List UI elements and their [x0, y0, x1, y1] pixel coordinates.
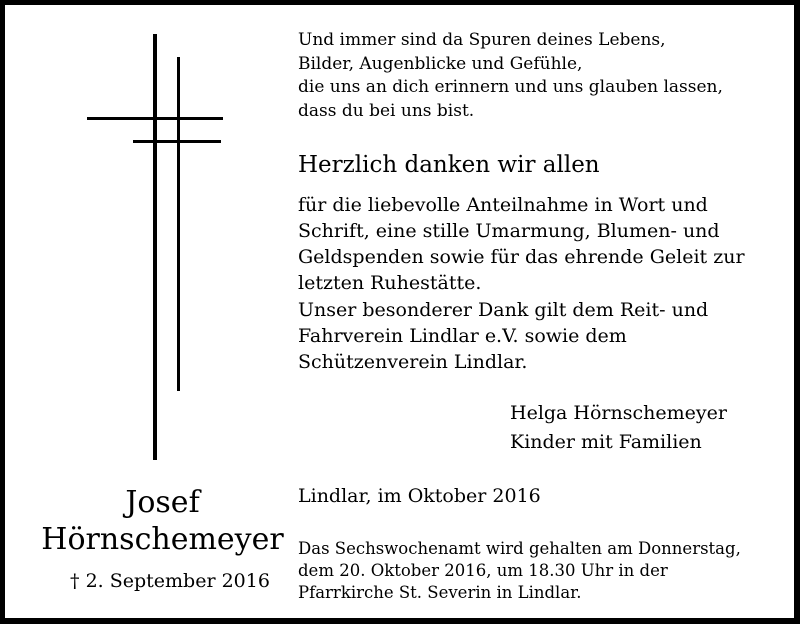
cross-horizontal-bar-secondary [133, 140, 221, 143]
thanks-heading: Herzlich danken wir allen [298, 152, 600, 178]
cross-horizontal-bar [87, 117, 223, 120]
cross-vertical-bar-secondary [177, 57, 180, 391]
deceased-first-name: Josef [125, 485, 200, 520]
death-date: † 2. September 2016 [70, 570, 270, 592]
cross-vertical-bar [153, 34, 157, 460]
thanks-text: für die liebevolle Anteilnahme in Wort und Schrift, eine stille Umarmung, Blumen- und Geldspenden sowie für das ehrende Geleit zur letzten Ruhestätte. [298, 194, 745, 294]
poem-text: Und immer sind da Spuren deines Lebens, Bilder, Augenblicke und Gefühle, die uns an dich erinnern und uns glauben lassen, dass du bei uns bist. [298, 30, 723, 121]
obituary-card [5, 5, 794, 618]
deceased-last-name: Hörnschemeyer [41, 522, 284, 557]
place-date: Lindlar, im Oktober 2016 [298, 485, 541, 507]
special-thanks-text: Unser besonderer Dank gilt dem Reit- und Fahrverein Lindlar e.V. sowie dem Schützenverein Lindlar. [298, 299, 709, 373]
service-announcement: Das Sechswochenamt wird gehalten am Donnerstag, dem 20. Oktober 2016, um 18.30 Uhr in der Pfarrkirche St. Severin in Lindlar. [298, 539, 741, 602]
signature: Helga Hörnschemeyer Kinder mit Familien [510, 402, 727, 453]
